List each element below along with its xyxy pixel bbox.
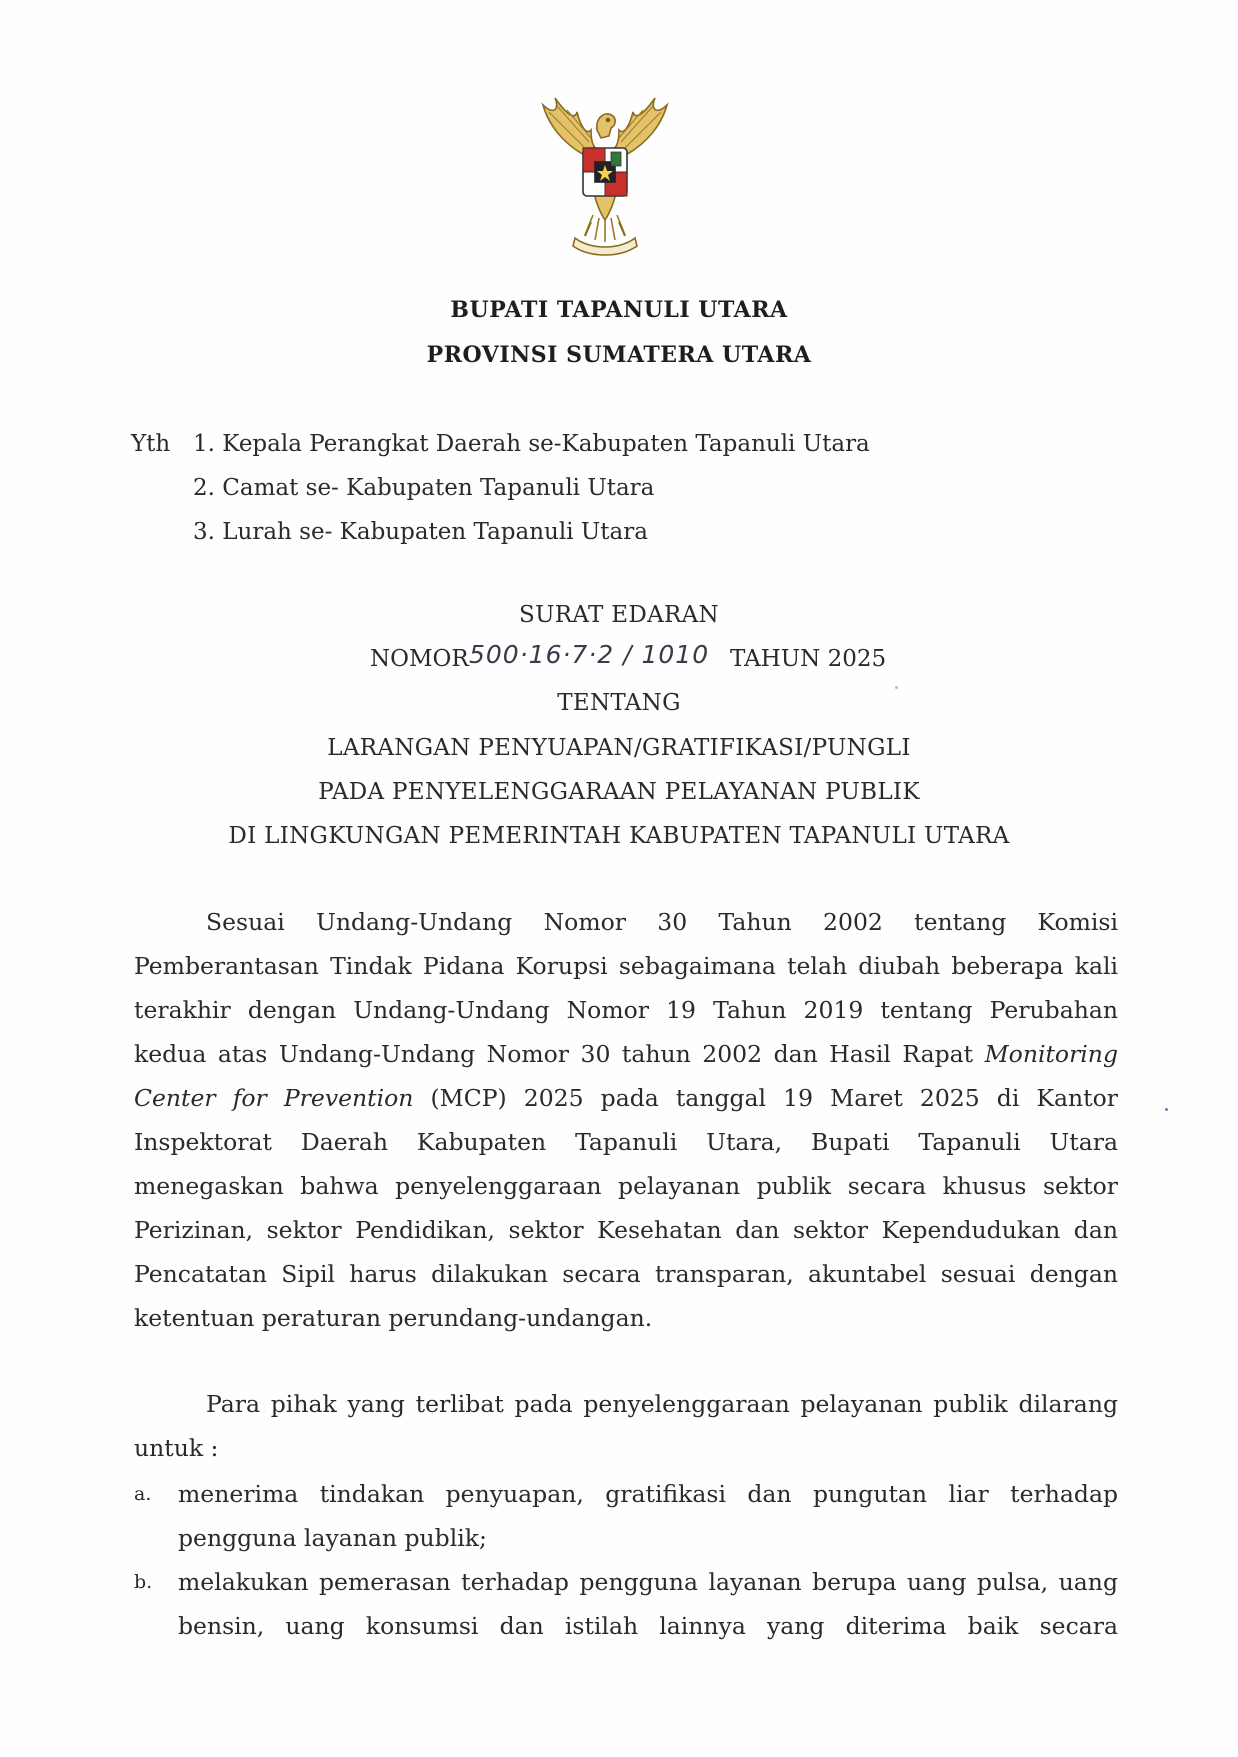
scan-speck — [895, 686, 898, 689]
paragraph1-text: Sesuai Undang-Undang Nomor 30 Tahun 2002 tentang Komisi Pemberantasan Tindak Pidana Korupsi sebagaimana telah diubah beberapa kali terakhir dengan Undang-Undang Nomor 19 Tahun 2019 tentang Perubahan kedua atas Undang-Undang Nomor 30 tahun 2002 dan Hasil Rapat — [134, 908, 1118, 1068]
paragraph1-italic: Monitoring Center for Prevention — [134, 1040, 1118, 1112]
subject-line: PADA PENYELENGGARAAN PELAYANAN PUBLIK — [318, 779, 920, 805]
subject-line: DI LINGKUNGAN PEMERINTAH KABUPATEN TAPANULI UTARA — [228, 823, 1010, 849]
body-paragraph — [134, 900, 1118, 1340]
tentang-label: TENTANG — [557, 690, 681, 716]
addressee-item: 1. Kepala Perangkat Daerah se-Kabupaten Tapanuli Utara — [193, 431, 870, 457]
body-paragraph — [134, 1382, 1118, 1470]
nomor-label: NOMOR — [370, 646, 469, 672]
addressee-label: Yth — [131, 431, 171, 457]
list-marker: a. — [134, 1483, 152, 1505]
addressee-item: 3. Lurah se- Kabupaten Tapanuli Utara — [193, 519, 648, 545]
paragraph2-text: Para pihak yang terlibat pada penyelenggaraan pelayanan publik dilarang untuk : — [134, 1390, 1118, 1462]
letterhead-title: BUPATI TAPANULI UTARA — [450, 297, 788, 323]
scan-speck — [1165, 1108, 1168, 1111]
paragraph1-text-cont: (MCP) 2025 pada tanggal 19 Maret 2025 di Kantor Inspektorat Daerah Kabupaten Tapanuli Utara, Bupati Tapanuli Utara menegaskan bahwa penyelenggaraan pelayanan publik secara khusus sektor Perizinan, sektor Pendidikan, sektor Kesehatan dan sektor Kependudukan dan Pencatatan Sipil harus dilakukan secara transparan, akuntabel sesuai dengan ketentuan peraturan perundang-undangan. — [134, 1084, 1118, 1332]
list-text: menerima tindakan penyuapan, gratifikasi dan pungutan liar terhadap pengguna layanan publik; — [178, 1480, 1118, 1552]
letter-type: SURAT EDARAN — [519, 602, 719, 628]
tahun-label: TAHUN 2025 — [730, 646, 887, 672]
garuda-emblem-icon — [525, 90, 685, 260]
subject-line: LARANGAN PENYUAPAN/GRATIFIKASI/PUNGLI — [327, 735, 911, 761]
list-text: melakukan pemerasan terhadap pengguna layanan berupa uang pulsa, uang bensin, uang konsumsi dan istilah lainnya yang diterima baik secara — [178, 1568, 1118, 1640]
list-marker: b. — [134, 1571, 153, 1593]
letterhead-province: PROVINSI SUMATERA UTARA — [426, 342, 812, 368]
addressee-item: 2. Camat se- Kabupaten Tapanuli Utara — [193, 475, 655, 501]
nomor-value-handwritten: 500·16·7·2 / 1010 — [469, 640, 710, 669]
